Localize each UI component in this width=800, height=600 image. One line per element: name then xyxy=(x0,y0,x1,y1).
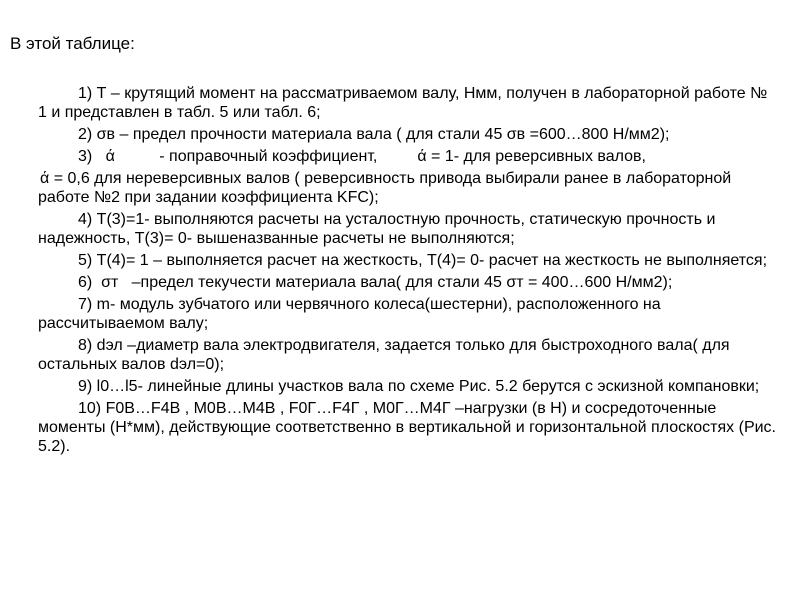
page-heading: В этой таблице: xyxy=(10,34,135,53)
item-4-fatigue-flag: 4) Т(3)=1- выполняются расчеты на усталостную прочность, статическую прочность и надежность, Т(3)= 0- вышеназванные расчеты не выполняются; xyxy=(38,211,716,247)
item-1-torque: 1) Т – крутящий момент на рассматриваемом валу, Нмм, получен в лабораторной работе № 1 и представлен в табл. 5 или табл. 6; xyxy=(38,85,768,121)
item-2-tensile-strength: 2) σв – предел прочности материала вала ( для стали 45 σв =600…800 Н/мм2); xyxy=(78,126,670,143)
item-7-module: 7) m- модуль зубчатого или червячного колеса(шестерни), расположенного на рассчитываемом валу; xyxy=(38,296,661,332)
item-5-stiffness-flag: 5) Т(4)= 1 – выполняется расчет на жесткость, Т(4)= 0- расчет на жесткость не выполняется; xyxy=(78,252,768,269)
item-3-correction-coefficient: 3) ά - поправочный коэффициент, ά = 1- для реверсивных валов, xyxy=(78,148,646,165)
item-9-lengths: 9) l0…l5- линейные длины участков вала по схеме Рис. 5.2 берутся с эскизной компановки; xyxy=(78,378,760,395)
item-8-motor-shaft-diameter: 8) dэл –диаметр вала электродвигателя, задается только для быстроходного вала( для остальных валов dэл=0); xyxy=(38,337,730,373)
definitions-list xyxy=(38,84,780,459)
item-3-continuation: ά = 0,6 для нереверсивных валов ( реверсивность привода выбирали ранее в лабораторной работе №2 при задании коэффициента KFC); xyxy=(38,170,732,206)
item-10-loads: 10) F0В…F4В , М0В…М4В , F0Г…F4Г , М0Г…М4Г –нагрузки (в Н) и сосредоточенные моменты (Н*мм), действующие соответственно в вертикальной и горизонтальной плоскостях (Рис. 5.2). xyxy=(38,400,776,455)
item-6-yield-strength: 6) σт –предел текучести материала вала( для стали 45 σт = 400…600 Н/мм2); xyxy=(78,274,673,291)
